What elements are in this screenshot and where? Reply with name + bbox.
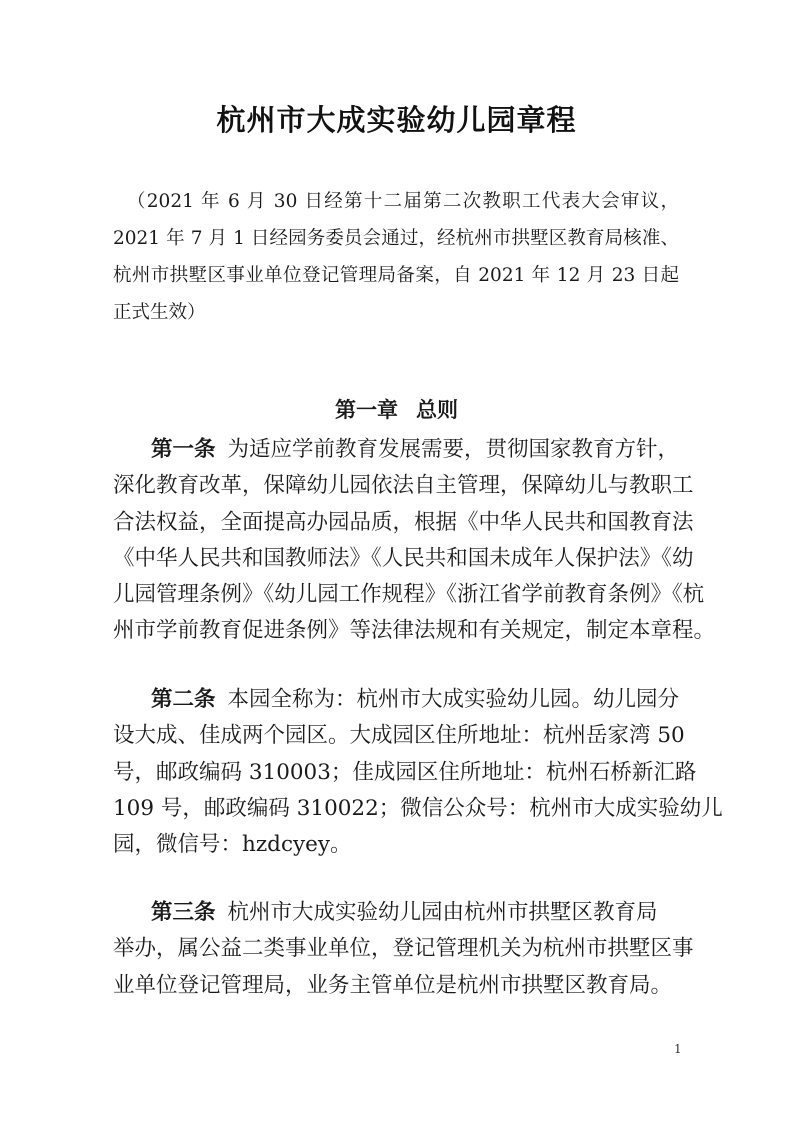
article-line: 设大成、佳成两个园区。大成园区住所地址：杭州岳家湾 50 [113,723,685,749]
article-text: 杭州市大成实验幼儿园由杭州市拱墅区教育局 [227,900,658,925]
article-heading: 第三条 [151,900,216,925]
article-text: 本园全称为：杭州市大成实验幼儿园。幼儿园分 [227,687,680,712]
article-heading: 第一条 [151,437,216,462]
article-line [113,895,679,931]
article-line: 深化教育改革，保障幼儿园依法自主管理，保障幼儿与教职工 [113,473,694,499]
article-line: 业单位登记管理局，业务主管单位是杭州市拱墅区教育局。 [113,972,673,998]
page-number: 1 [674,1042,682,1056]
article-line: 州市学前教育促进条例》等法律法规和有关规定，制定本章程。 [113,618,716,644]
article-line: 109 号，邮政编码 310022；微信公众号：杭州市大成实验幼儿 [113,795,723,821]
chapter-title [0,394,793,424]
article-line [113,682,679,718]
article-line: 举办，属公益二类事业单位，登记管理机关为杭州市拱墅区事 [113,936,694,962]
document-title: 杭州市大成实验幼儿园章程 [216,103,577,137]
article-line: 《中华人民共和国教师法》《人民共和国未成年人保护法》《幼 [113,545,694,571]
article-3 [113,895,694,1004]
preamble [113,183,679,331]
article-heading: 第二条 [151,687,216,712]
article-line: 合法权益，全面提高办园品质，根据《中华人民共和国教育法 [113,509,694,535]
preamble-line: 正式生效） [113,302,206,323]
preamble-line: 2021 年 7 月 1 日经园务委员会通过，经杭州市拱墅区教育局核准、 [113,228,679,249]
preamble-line: （2021 年 6 月 30 日经第十二届第二次教职工代表大会审议， [127,191,679,212]
preamble-line: 杭州市拱墅区事业单位登记管理局备案，自 2021 年 12 月 23 日起 [113,265,679,286]
article-2 [113,682,723,863]
article-line: 号，邮政编码 310003；佳成园区住所地址：杭州石桥新汇路 [113,759,697,785]
article-line [113,432,679,468]
article-text: 为适应学前教育发展需要，贯彻国家教育方针， [227,437,680,462]
article-line: 儿园管理条例》《幼儿园工作规程》《浙江省学前教育条例》《杭 [113,582,705,608]
article-line: 园，微信号：hzdcyey。 [113,832,352,858]
chapter-name: 总则 [416,398,458,422]
chapter-number: 第一章 [335,398,398,422]
article-1 [113,432,716,650]
